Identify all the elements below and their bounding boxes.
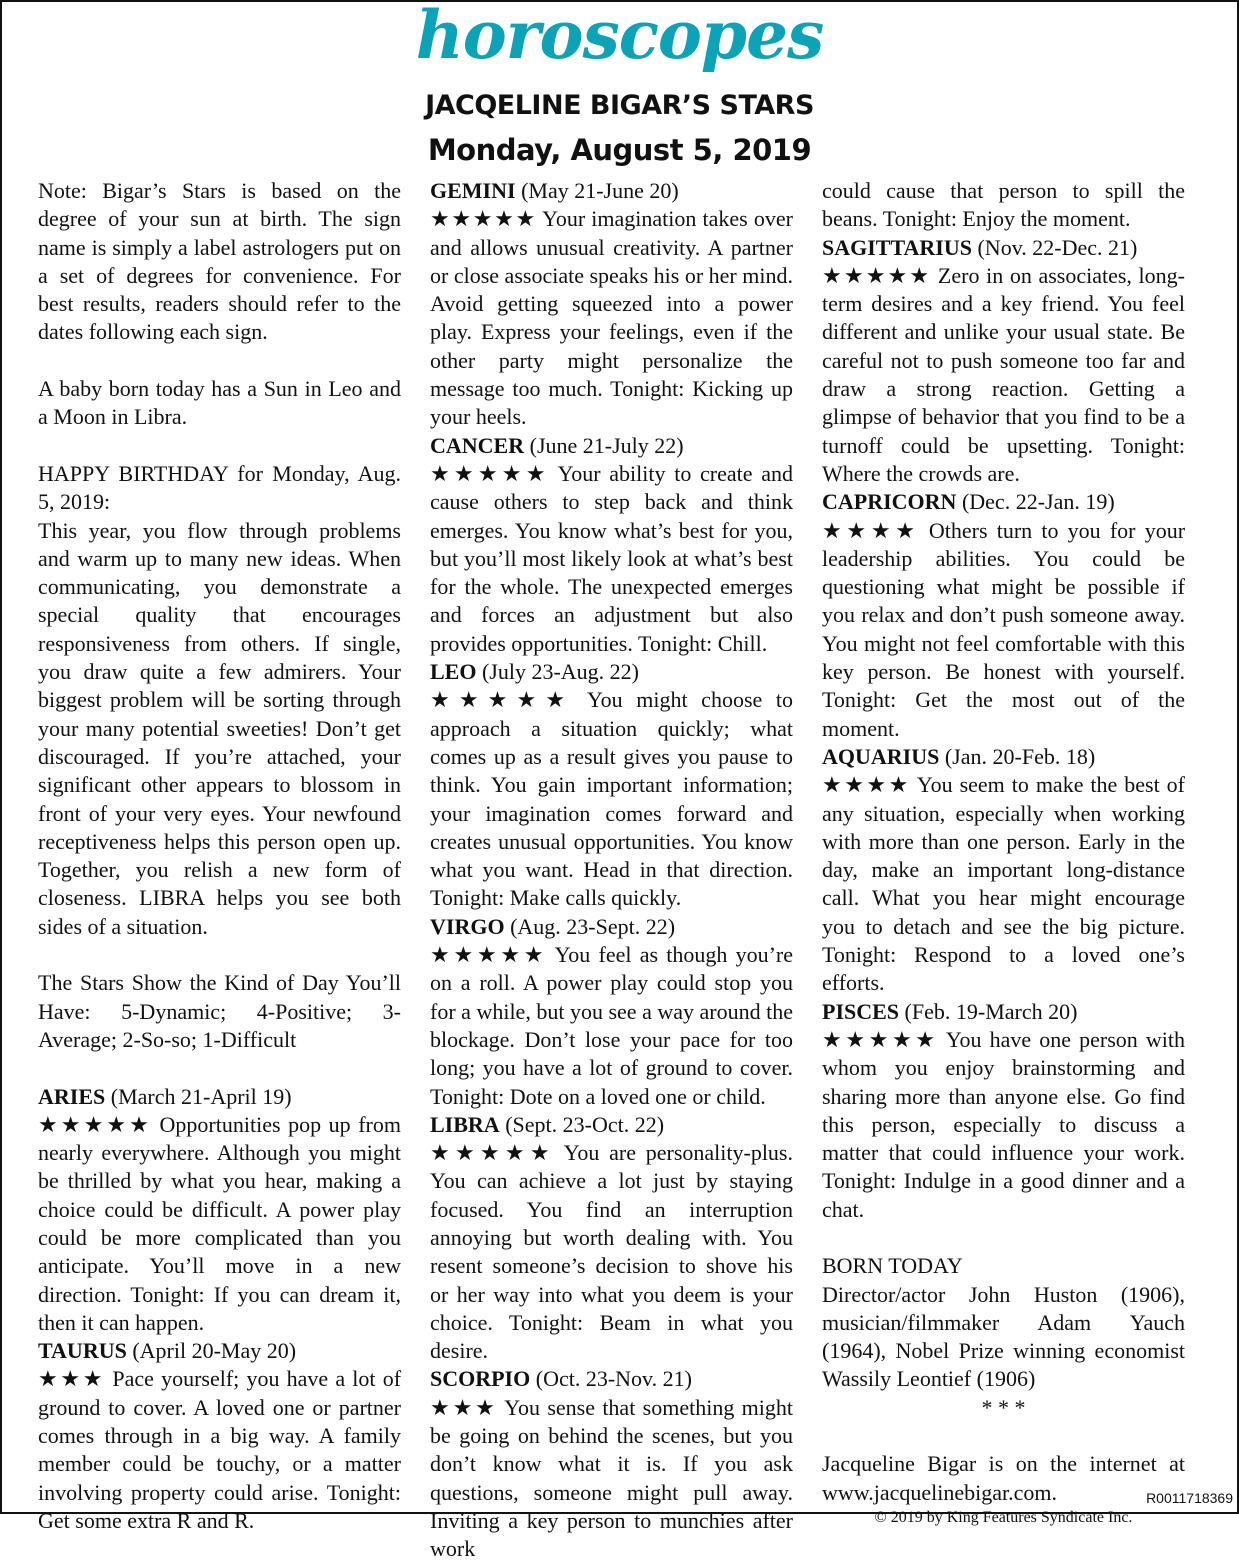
horoscope-text: You sense that something might be going on behind the scenes, but you don’t know what it is. If you ask questions, someone might pull away. Inviting a key person to munchies after work <box>430 1394 794 1562</box>
sign-name: PISCES <box>822 998 900 1024</box>
sign-name: SCORPIO <box>430 1366 531 1392</box>
sign-dates: (Oct. 23-Nov. 21) <box>535 1366 692 1392</box>
sign-dates: (Jan. 20-Feb. 18) <box>944 743 1096 769</box>
star-rating-icon: ★★★★★ <box>38 1111 152 1137</box>
masthead <box>2 2 1237 178</box>
sign-header-cancer <box>430 432 793 460</box>
horoscope-aquarius <box>822 771 1185 997</box>
publication-date: Monday, August 5, 2019 <box>427 133 812 167</box>
column-3 <box>822 177 1185 1529</box>
sign-dates: (July 23-Aug. 22) <box>481 659 640 685</box>
sign-header-sagittarius <box>822 234 1185 262</box>
sign-name: AQUARIUS <box>822 743 940 769</box>
horoscope-capricorn <box>822 517 1185 743</box>
sign-header-taurus <box>38 1337 401 1365</box>
horoscopes-logo: horoscopes <box>415 0 824 74</box>
horoscope-libra <box>430 1139 793 1365</box>
sign-header-capricorn <box>822 488 1185 516</box>
horoscope-text: Pace yourself; you have a lot of ground to cover. A loved one or partner comes through in a big way. A family member could be touchy, or a matter involving property could arise. Tonight: Get some extra R and R. <box>38 1366 402 1533</box>
star-rating-icon: ★★★★★ <box>822 1026 939 1052</box>
horoscope-scorpio-continued: could cause that person to spill the beans. Tonight: Enjoy the moment. <box>822 178 1185 232</box>
star-rating-icon: ★★★★★ <box>430 942 548 968</box>
sign-name: CAPRICORN <box>822 489 957 515</box>
star-rating-key: The Stars Show the Kind of Day You’ll Have: 5-Dynamic; 4-Positive; 3-Average; 2-So-so; 1-Difficult <box>38 970 401 1052</box>
sign-dates: (Sept. 23-Oct. 22) <box>505 1111 665 1137</box>
sign-name: LIBRA <box>430 1111 500 1137</box>
website-note: Jacqueline Bigar is on the internet at www.jacquelinebigar.com. <box>822 1451 1185 1505</box>
sign-header-scorpio <box>430 1365 793 1393</box>
horoscope-text: Others turn to you for your leadership abilities. You could be questioning what might be possible if you relax and don’t push someone away. You might not feel comfortable with this key person. Be honest with yourself. Tonight: Get the most out of the moment. <box>822 517 1186 741</box>
star-rating-icon: ★★★★★ <box>822 262 932 288</box>
sign-name: TAURUS <box>38 1338 127 1364</box>
star-rating-icon: ★★★★★ <box>430 206 537 232</box>
intro-note: Note: Bigar’s Stars is based on the degree of your sun at birth. The sign name is simply a label astrologers put on a set of degrees for convenience. For best results, readers should refer to the dates following each sign. <box>38 178 401 345</box>
horoscope-sagittarius <box>822 262 1185 488</box>
star-rating-icon: ★★★★ <box>822 772 911 798</box>
horoscope-text: You feel as though you’re on a roll. A power play could stop you for a while, but you see a way around the blockage. Don’t lose your pace for too long; you have a lot of ground to cover. Tonight: Dote on a loved one or child. <box>430 942 793 1109</box>
star-rating-icon: ★★★ <box>38 1366 106 1392</box>
sign-dates: (May 21-June 20) <box>521 178 679 203</box>
horoscope-text: You seem to make the best of any situation, especially when working with more than one person. Early in the day, make an important long-distance call. What you hear might encourage you to detach and see the big picture. Tonight: Respond to a loved one’s efforts. <box>822 772 1186 996</box>
birthday-heading: HAPPY BIRTHDAY for Monday, Aug. 5, 2019: <box>38 460 401 515</box>
sign-header-aries <box>38 1083 401 1111</box>
sign-header-libra <box>430 1111 793 1139</box>
horoscope-cancer <box>430 460 793 658</box>
column-byline: JACQELINE BIGAR’S STARS <box>425 90 814 121</box>
born-today-heading: BORN TODAY <box>822 1253 963 1279</box>
star-rating-icon: ★★★ <box>430 1394 498 1420</box>
birthday-text: This year, you flow through problems and warm up to many new ideas. When communicating, you demonstrate a special quality that encourages responsiveness from others. If single, you draw quite a few admirers. Your biggest problem will be sorting through your many potential sweeties! Don’t get discouraged. If you’re attached, your significant other appears to blossom in front of your very eyes. Your newfound receptiveness helps this person open up. Together, you relish a new form of closeness. LIBRA helps you see both sides of a situation. <box>38 517 401 939</box>
born-today-text: Director/actor John Huston (1906), musician/filmmaker Adam Yauch (1964), Nobel Prize winning economist Wassily Leontief (1906) <box>822 1281 1185 1392</box>
horoscope-aries <box>38 1111 401 1337</box>
sign-name: GEMINI <box>430 178 516 203</box>
sign-header-pisces <box>822 998 1185 1026</box>
sign-name: SAGITTARIUS <box>822 234 972 260</box>
horoscope-virgo <box>430 941 793 1111</box>
sign-header-aquarius <box>822 743 1185 771</box>
horoscope-text: Your ability to create and cause others to step back and think emerges. You know what’s best for you, but you’ll most likely look at what’s best for the whole. The unexpected emerges and forces an adjustment but also provides opportunities. Tonight: Chill. <box>430 460 793 656</box>
column-2 <box>430 177 793 1564</box>
horoscope-text: Your imagination takes over and allows unusual creativity. A partner or close associate speaks his or her mind. Avoid getting squeezed into a power play. Express your feelings, even if the other party might personalize the message too much. Tonight: Kicking up your heels. <box>430 206 793 430</box>
horoscope-leo <box>430 686 793 912</box>
sign-dates: (Feb. 19-March 20) <box>904 998 1078 1024</box>
sign-name: VIRGO <box>430 913 505 939</box>
star-rating-icon: ★★★★ <box>822 517 920 543</box>
sign-header-leo <box>430 658 793 686</box>
sign-dates: (Dec. 22-Jan. 19) <box>961 489 1115 515</box>
ad-reference-code: R0011718369 <box>1146 1490 1233 1506</box>
horoscope-gemini <box>430 205 793 431</box>
horoscope-text: Opportunities pop up from nearly everywhere. Although you might be thrilled by what you hear, making a choice could be difficult. A power play could be more complicated than you anticipate. You’ll move in a new direction. Tonight: If you can dream it, then it can happen. <box>38 1111 401 1335</box>
sign-dates: (Aug. 23-Sept. 22) <box>510 913 676 939</box>
copyright-notice: © 2019 by King Features Syndicate Inc. <box>874 1508 1133 1526</box>
horoscope-taurus <box>38 1365 401 1535</box>
sign-name: ARIES <box>38 1083 106 1109</box>
sign-dates: (March 21-April 19) <box>110 1083 292 1109</box>
horoscope-scorpio <box>430 1394 793 1564</box>
sign-dates: (April 20-May 20) <box>132 1338 297 1364</box>
section-separator: * * * <box>981 1394 1026 1420</box>
column-1 <box>38 177 401 1535</box>
horoscope-text: You have one person with whom you enjoy brainstorming and sharing more than anyone else. Go find this person, especially to discuss a matter that could influence your work. Tonight: Indulge in a good dinner and a chat. <box>822 1026 1185 1222</box>
horoscope-pisces <box>822 1026 1185 1224</box>
horoscope-text: Zero in on associates, long-term desires and a key friend. You feel different and unlike your usual state. Be careful not to push someone too far and draw a strong reaction. Getting a glimpse of behavior that you find to be a turnoff could be upsetting. Tonight: Where the crowds are. <box>822 262 1185 486</box>
sign-header-gemini <box>430 177 793 205</box>
star-rating-icon: ★★★★★ <box>430 460 550 486</box>
sign-dates: (Nov. 22-Dec. 21) <box>977 234 1138 260</box>
sign-name: LEO <box>430 659 477 685</box>
sign-header-virgo <box>430 913 793 941</box>
horoscope-text: You might choose to approach a situation quickly; what comes up as a result gives you pause to think. You gain important information; your imagination comes forward and creates unusual opportunities. You know what you want. Head in that direction. Tonight: Make calls quickly. <box>430 687 793 911</box>
horoscope-text: You are personality-plus. You can achieve a lot just by staying focused. You find an interruption annoying but worth dealing with. You resent someone’s decision to shove his or her way into what you deem is your choice. Tonight: Beam in what you desire. <box>430 1140 793 1364</box>
star-rating-icon: ★★★★★ <box>430 687 575 713</box>
baby-born-today: A baby born today has a Sun in Leo and a Moon in Libra. <box>38 376 401 430</box>
star-rating-icon: ★★★★★ <box>430 1140 555 1166</box>
sign-dates: (June 21-July 22) <box>529 432 684 458</box>
sign-name: CANCER <box>430 432 525 458</box>
